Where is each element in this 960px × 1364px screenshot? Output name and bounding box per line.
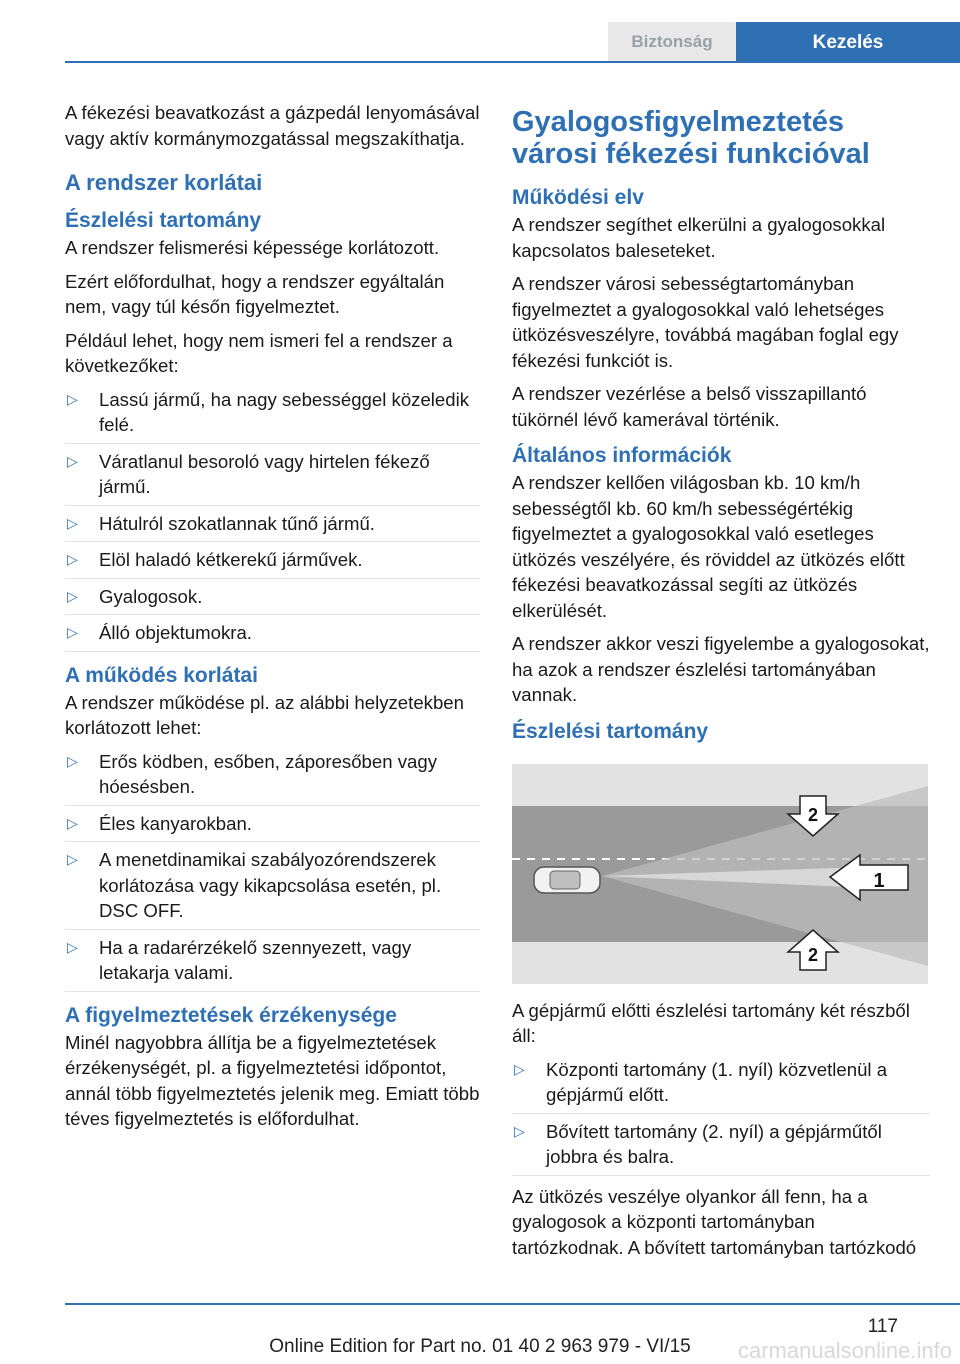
arrow-2-top-label: 2: [807, 804, 819, 825]
header-tab-biztonsag[interactable]: Biztonság: [608, 22, 736, 62]
left-column: [65, 100, 480, 1140]
paragraph: A rendszer városi sebességtartományban figyelmeztet a gyalogosokkal való lehetséges ütközésveszélyre, továbbá magában foglal egy fékezési funkciót is.: [512, 273, 899, 371]
detection-range-figure: [512, 764, 928, 984]
header-tab-kezeles[interactable]: Kezelés: [736, 22, 960, 63]
list-item: ▷ Erős ködben, esőben, záporesőben vagy hóesésben.: [65, 749, 480, 806]
paragraph: A rendszer kellően világosban kb. 10 km/h sebességtől kb. 60 km/h sebességértékig figyelmeztet a gyalogosokkal való esetleges ütközés veszélyére, és röviddel az ütközés előtt fékezési beavatkozással segíti az ütközés elkerülését.: [512, 472, 905, 621]
paragraph: Ezért előfordulhat, hogy a rendszer egyáltalán nem, vagy túl későn figyelmeztet.: [65, 270, 445, 317]
paragraph: Minél nagyobbra állítja be a figyelmeztetések érzékenységét, pl. a figyelmeztetési időpontot, annál több figyelmeztetés jelenik meg. Emiatt több téves figyelmeztetés is előfordulhat.: [65, 1031, 480, 1129]
arrow-1-label: 1: [873, 869, 885, 892]
list-item: ▷ Váratlanul besoroló vagy hirtelen fékező jármű.: [65, 449, 480, 506]
header-rule: [65, 61, 960, 63]
range-parts-list: [512, 1057, 930, 1176]
watermark: carmanualsonline.info: [737, 1338, 952, 1363]
arrow-2-bottom-label: 2: [807, 944, 819, 965]
heading-warning-sensitivity: A figyelmeztetések érzékenysége: [65, 1003, 397, 1027]
list-item: ▷ Elöl haladó kétkerekű járművek.: [65, 547, 480, 579]
list-item: ▷ Lassú jármű, ha nagy sebességgel közeledik felé.: [65, 387, 480, 444]
list-item: ▷ Ha a radarérzékelő szennyezett, vagy letakarja valami.: [65, 935, 480, 992]
list-item: ▷ Bővített tartomány (2. nyíl) a gépjárműtől jobbra és balra.: [512, 1119, 930, 1176]
paragraph: A rendszer vezérlése a belső visszapillantó tükörnél lévő kamerával történik.: [512, 383, 867, 430]
paragraph: A gépjármű előtti észlelési tartomány két részből áll:: [512, 999, 910, 1046]
heading-function-limits: A működés korlátai: [65, 663, 258, 687]
heading-detection-range: Észlelési tartomány: [512, 719, 709, 743]
paragraph: A rendszer akkor veszi figyelembe a gyalogosokat, ha azok a rendszer észlelési tartományában vannak.: [512, 633, 930, 705]
heading-principle: Működési elv: [512, 186, 644, 209]
list-item: ▷ A menetdinamikai szabályozórendszerek korlátozása vagy kikapcsolása esetén, pl. DSC OFF.: [65, 847, 480, 930]
right-column: [512, 100, 930, 1268]
edition-line: Online Edition for Part no. 01 40 2 963 979 - VI/15: [269, 1336, 691, 1357]
list-item: ▷ Éles kanyarokban.: [65, 811, 480, 843]
page-number: 117: [867, 1316, 898, 1337]
paragraph: A rendszer segíthet elkerülni a gyalogosokkal kapcsolatos baleseteket.: [512, 214, 886, 261]
intro-paragraph: A fékezési beavatkozást a gázpedál lenyomásával vagy aktív kormánymozgatással megszakíthatja.: [65, 102, 480, 149]
heading-detection-range: Észlelési tartomány: [65, 209, 262, 232]
list-item: ▷ Hátulról szokatlannak tűnő jármű.: [65, 511, 480, 543]
list-item: ▷ Álló objektumokra.: [65, 620, 480, 652]
paragraph: A rendszer működése pl. az alábbi helyzetekben korlátozott lehet:: [65, 691, 464, 738]
car-icon: [534, 867, 600, 893]
list-item: ▷ Gyalogosok.: [65, 584, 480, 616]
footer-rule: [65, 1303, 960, 1305]
section-title: Gyalogosfigyelmeztetés városi fékezési funkcióval: [512, 106, 870, 170]
paragraph: Például lehet, hogy nem ismeri fel a rendszer a következőket:: [65, 329, 453, 376]
paragraph: A rendszer felismerési képessége korlátozott.: [65, 237, 440, 258]
function-limits-list: [65, 749, 480, 992]
heading-general-info: Általános információk: [512, 444, 732, 467]
heading-system-limits: A rendszer korlátai: [65, 170, 263, 195]
list-item: ▷ Központi tartomány (1. nyíl) közvetlenül a gépjármű előtt.: [512, 1057, 930, 1114]
detection-limits-list: [65, 387, 480, 652]
paragraph: Az ütközés veszélye olyankor áll fenn, ha a gyalogosok a központi tartományban tartózkodnak. A bővített tartományban tartózkodó: [512, 1185, 917, 1258]
